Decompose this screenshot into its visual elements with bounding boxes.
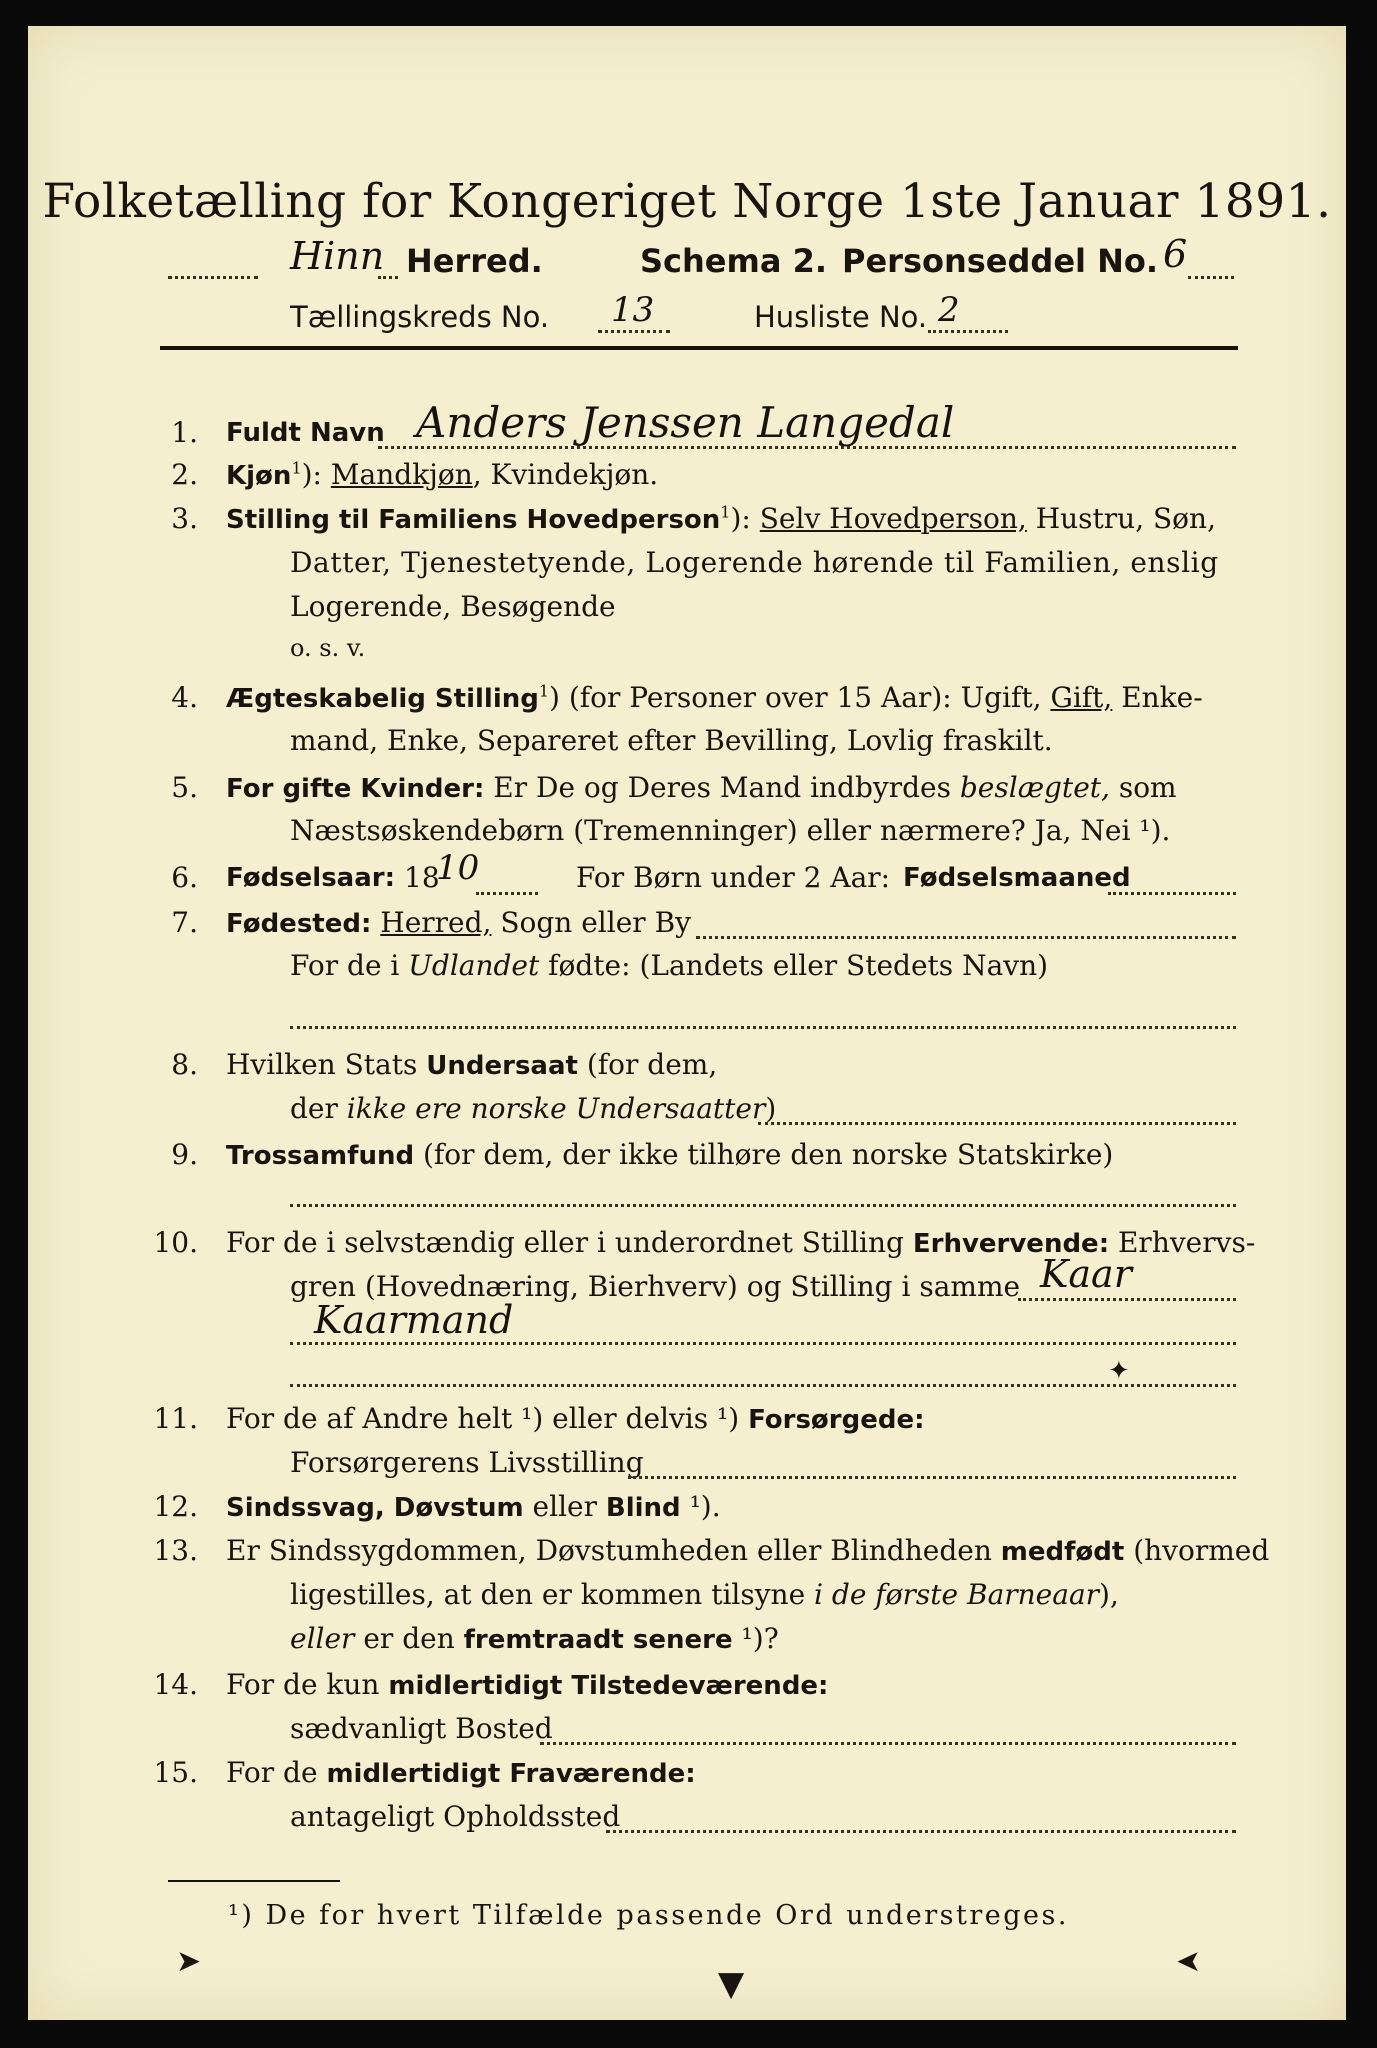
q2-rest: ):	[301, 458, 322, 491]
q11-pre: For de af Andre helt ¹) eller delvis ¹)	[226, 1402, 749, 1435]
q13-line3-italic: eller	[290, 1622, 355, 1655]
item-number: 3.	[171, 502, 198, 535]
dotted-line	[928, 330, 1008, 333]
footnote: ¹) De for hvert Tilfælde passende Ord understreges.	[228, 1900, 1069, 1931]
header-rule	[160, 346, 1238, 350]
q8-line2-post: )	[765, 1092, 777, 1125]
q6-label: Fødselsaar:	[226, 863, 395, 893]
q10-pre: For de i selvstændig eller i underordnet Stilling	[226, 1226, 913, 1259]
q15-label: midlertidigt Fraværende:	[326, 1759, 696, 1789]
schema-label: Schema 2.	[640, 242, 827, 280]
dotted-line	[606, 1830, 1236, 1833]
q5-label: For gifte Kvinder:	[226, 774, 485, 804]
q6-year-value: 10	[436, 848, 480, 888]
q9-rest: (for dem, der ikke tilhøre den norske Statskirke)	[414, 1138, 1114, 1171]
q10-line2: gren (Hovednæring, Bierhverv) og Stilling i samme	[290, 1270, 1021, 1303]
q2-option-kvindekjon: , Kvindekjøn.	[472, 458, 659, 491]
q12-post: ¹).	[680, 1490, 721, 1523]
q8-line2	[290, 1092, 776, 1125]
q8-line2-italic: ikke ere norske Undersaatter	[346, 1092, 766, 1125]
q2-label: Kjøn	[226, 461, 292, 491]
dotted-line	[476, 892, 538, 895]
q12-line1	[226, 1490, 721, 1523]
husliste-value: 2	[938, 290, 960, 330]
q15-line1	[226, 1756, 696, 1789]
q3-sup: 1	[720, 502, 731, 522]
item-number: 14.	[153, 1668, 198, 1701]
q1-name-value: Anders Jenssen Langedal	[416, 398, 955, 447]
q11-label: Forsørgede:	[748, 1405, 925, 1435]
item-number: 13.	[153, 1534, 198, 1567]
personseddel-value: 6	[1163, 232, 1188, 276]
q2-line	[226, 458, 658, 491]
dotted-line	[598, 330, 670, 333]
q7-line2	[290, 949, 1048, 982]
q13-pre: Er Sindssygdommen, Døvstumheden eller Blindheden	[226, 1534, 1001, 1567]
dotted-line	[540, 1742, 1236, 1745]
q4-label: Ægteskabelig Stilling	[226, 684, 539, 714]
q7-rest: Sogn eller By	[491, 906, 691, 939]
item-number: 4.	[171, 681, 198, 714]
dotted-line	[1018, 1298, 1236, 1301]
q7-line2-pre: For de i	[290, 949, 409, 982]
q10-post: Erhvervs-	[1109, 1226, 1256, 1259]
dotted-line	[290, 1026, 1236, 1029]
q12-mid: eller	[523, 1490, 606, 1523]
q6-label2: Fødselsmaaned	[903, 863, 1131, 893]
q10-value1: Kaar	[1040, 1252, 1132, 1296]
q14-line2: sædvanligt Bosted	[290, 1712, 553, 1745]
census-form	[28, 26, 1346, 2020]
q4-line1	[226, 681, 1203, 714]
form-title: Folketælling for Kongeriget Norge 1ste Januar 1891.	[42, 174, 1332, 229]
q15-line2: antageligt Opholdssted	[290, 1800, 621, 1833]
q7-line1	[226, 906, 691, 939]
q7-line2-post: fødte: (Landets eller Stedets Navn)	[539, 949, 1049, 982]
q11-line2: Forsørgerens Livsstilling	[290, 1446, 644, 1479]
q7-option-selected: Herred,	[380, 906, 492, 939]
personseddel-label: Personseddel No.	[842, 242, 1159, 280]
item-number: 5.	[171, 771, 198, 804]
dotted-line	[628, 1476, 1236, 1479]
husliste-label: Husliste No.	[754, 300, 928, 334]
q14-label: midlertidigt Tilstedeværende:	[388, 1671, 829, 1701]
herred-value: Hinn	[290, 234, 385, 278]
item-number: 11.	[153, 1402, 198, 1435]
q3-line1-rest: Hustru, Søn,	[1026, 502, 1216, 535]
q14-line1	[226, 1668, 828, 1701]
kreds-value: 13	[611, 290, 655, 330]
q13-line2-post: ),	[1099, 1578, 1119, 1611]
q12-label: Sindssvag, Døvstum	[226, 1493, 524, 1523]
q13-line2-pre: ligestilles, at den er kommen tilsyne	[290, 1578, 815, 1611]
q13-post: (hvormed	[1124, 1534, 1270, 1567]
q8-line1	[226, 1048, 717, 1081]
q3-line4: o. s. v.	[290, 634, 366, 662]
q5-line1	[226, 771, 1177, 804]
q13-line3-bold: fremtraadt senere	[463, 1625, 733, 1655]
q13-line2-italic: i de første Barneaar	[814, 1578, 1100, 1611]
q8-label: Undersaat	[426, 1051, 578, 1081]
item-number: 1.	[171, 416, 198, 449]
q13-line1	[226, 1534, 1269, 1567]
item-number: 2.	[171, 458, 198, 491]
q10-value2: Kaarmand	[314, 1298, 514, 1342]
dotted-line	[378, 446, 1236, 449]
q13-line2	[290, 1578, 1119, 1611]
q7-label: Fødested:	[226, 909, 372, 939]
q1-label: Fuldt Navn	[226, 418, 385, 448]
q9-line1	[226, 1138, 1113, 1171]
q3-option-selected: Selv Hovedperson,	[759, 502, 1027, 535]
item-number: 10.	[153, 1226, 198, 1259]
dotted-line	[1108, 892, 1236, 895]
kreds-label: Tællingskreds No.	[290, 300, 550, 334]
q6-year-prefix: 18	[404, 861, 440, 894]
registration-mark-left: ➤	[176, 1944, 202, 1979]
q13-line3	[290, 1622, 779, 1655]
item-number: 9.	[171, 1138, 198, 1171]
q3-line3: Logerende, Besøgende	[290, 590, 616, 623]
q4-pre: ) (for Personer over 15 Aar): Ugift,	[549, 681, 1051, 714]
dotted-line	[290, 1342, 1236, 1345]
q4-option-selected: Gift,	[1050, 681, 1113, 714]
q11-line1	[226, 1402, 925, 1435]
dotted-line	[378, 276, 398, 279]
q8-pre: Hvilken Stats	[226, 1048, 427, 1081]
q7-line2-italic: Udlandet	[408, 949, 540, 982]
q5-pre: Er De og Deres Mand indbyrdes	[484, 771, 960, 804]
item-number: 6.	[171, 861, 198, 894]
q8-line2-pre: der	[290, 1092, 347, 1125]
footnote-rule	[168, 1880, 340, 1882]
dotted-line	[168, 276, 258, 279]
item-number: 12.	[153, 1490, 198, 1523]
dotted-line	[290, 1384, 1236, 1387]
q13-label: medfødt	[1000, 1537, 1125, 1567]
q4-line2: mand, Enke, Separeret efter Bevilling, Lovlig fraskilt.	[290, 724, 1053, 757]
q5-line2: Næstsøskendebørn (Tremenninger) eller nærmere? Ja, Nei ¹).	[290, 814, 1171, 847]
q2-option-mandkjon: Mandkjøn	[330, 458, 473, 491]
q3-line1	[226, 502, 1216, 535]
q13-line3-mid: er den	[354, 1622, 464, 1655]
q3-colon: ):	[730, 502, 751, 535]
ink-dot: ✦	[1108, 1356, 1130, 1386]
q13-line3-post: ¹)?	[732, 1622, 779, 1655]
item-number: 15.	[153, 1756, 198, 1789]
registration-mark-right: ➤	[1176, 1944, 1202, 1979]
dotted-line	[1188, 276, 1234, 279]
registration-mark-center: ▼	[718, 1964, 745, 2004]
q12-label2: Blind	[605, 1493, 681, 1523]
q14-pre: For de kun	[226, 1668, 389, 1701]
q5-post: som	[1109, 771, 1177, 804]
q5-italic: beslægtet,	[959, 771, 1110, 804]
dotted-line	[290, 1204, 1236, 1207]
item-number: 7.	[171, 906, 198, 939]
q4-post: Enke-	[1112, 681, 1203, 714]
dotted-line	[758, 1122, 1236, 1125]
q4-sup: 1	[538, 681, 550, 701]
q9-label: Trossamfund	[226, 1141, 415, 1171]
dotted-line	[696, 936, 1236, 939]
q15-pre: For de	[226, 1756, 327, 1789]
q3-label: Stilling til Familiens Hovedperson	[226, 505, 721, 535]
q6-rest: For Børn under 2 Aar:	[576, 861, 891, 894]
q10-label: Erhvervende:	[912, 1229, 1110, 1259]
item-number: 8.	[171, 1048, 198, 1081]
q8-post: (for dem,	[577, 1048, 718, 1081]
q3-line2: Datter, Tjenestetyende, Logerende hørende til Familien, enslig	[290, 546, 1219, 579]
q2-sup: 1	[291, 458, 302, 478]
herred-label: Herred.	[406, 242, 543, 280]
